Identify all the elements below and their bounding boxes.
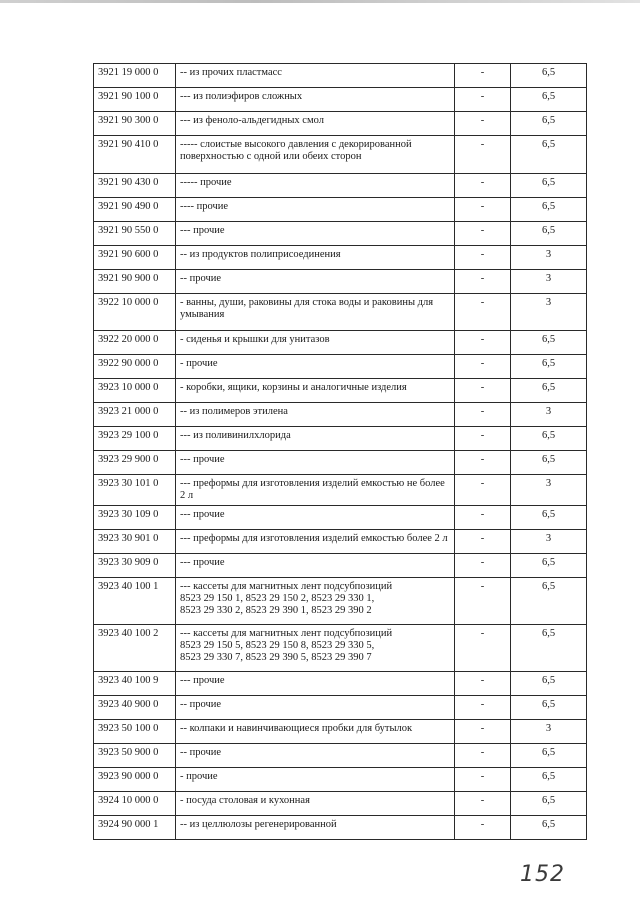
duty-rate: 3 bbox=[511, 246, 587, 270]
duty-rate: 6,5 bbox=[511, 355, 587, 379]
column-3-value: - bbox=[455, 222, 511, 246]
tariff-code: 3921 90 900 0 bbox=[94, 270, 176, 294]
tariff-code: 3922 20 000 0 bbox=[94, 331, 176, 355]
column-3-value: - bbox=[455, 451, 511, 475]
table-row bbox=[94, 174, 587, 198]
tariff-code: 3921 90 550 0 bbox=[94, 222, 176, 246]
tariff-code: 3923 30 109 0 bbox=[94, 506, 176, 530]
column-3-value: - bbox=[455, 379, 511, 403]
column-3-value: - bbox=[455, 506, 511, 530]
tariff-code: 3923 29 100 0 bbox=[94, 427, 176, 451]
goods-description: -- колпаки и навинчивающиеся пробки для бутылок bbox=[176, 720, 455, 744]
tariff-code: 3923 30 901 0 bbox=[94, 530, 176, 554]
column-3-value: - bbox=[455, 403, 511, 427]
goods-description: -- прочие bbox=[176, 744, 455, 768]
column-3-value: - bbox=[455, 792, 511, 816]
goods-description: -- из прочих пластмасс bbox=[176, 64, 455, 88]
duty-rate: 6,5 bbox=[511, 506, 587, 530]
column-3-value: - bbox=[455, 696, 511, 720]
column-3-value: - bbox=[455, 475, 511, 506]
goods-description: - коробки, ящики, корзины и аналогичные изделия bbox=[176, 379, 455, 403]
tariff-code: 3922 10 000 0 bbox=[94, 294, 176, 331]
column-3-value: - bbox=[455, 88, 511, 112]
tariff-code: 3923 40 100 9 bbox=[94, 672, 176, 696]
duty-rate: 3 bbox=[511, 270, 587, 294]
table-row bbox=[94, 720, 587, 744]
column-3-value: - bbox=[455, 355, 511, 379]
duty-rate: 6,5 bbox=[511, 672, 587, 696]
duty-rate: 6,5 bbox=[511, 136, 587, 174]
goods-description: --- преформы для изготовления изделий емкостью более 2 л bbox=[176, 530, 455, 554]
duty-rate: 6,5 bbox=[511, 578, 587, 625]
goods-description: --- преформы для изготовления изделий емкостью не более 2 л bbox=[176, 475, 455, 506]
duty-rate: 6,5 bbox=[511, 816, 587, 840]
table-row bbox=[94, 112, 587, 136]
table-row bbox=[94, 427, 587, 451]
column-3-value: - bbox=[455, 136, 511, 174]
goods-description: --- прочие bbox=[176, 554, 455, 578]
column-3-value: - bbox=[455, 294, 511, 331]
table-row bbox=[94, 816, 587, 840]
table-row bbox=[94, 331, 587, 355]
column-3-value: - bbox=[455, 530, 511, 554]
tariff-code: 3923 29 900 0 bbox=[94, 451, 176, 475]
column-3-value: - bbox=[455, 625, 511, 672]
goods-description: --- прочие bbox=[176, 672, 455, 696]
column-3-value: - bbox=[455, 198, 511, 222]
column-3-value: - bbox=[455, 427, 511, 451]
goods-description: - посуда столовая и кухонная bbox=[176, 792, 455, 816]
goods-description: --- из поливинилхлорида bbox=[176, 427, 455, 451]
duty-rate: 3 bbox=[511, 294, 587, 331]
goods-description: -- из целлюлозы регенерированной bbox=[176, 816, 455, 840]
goods-description: - прочие bbox=[176, 355, 455, 379]
duty-rate: 6,5 bbox=[511, 379, 587, 403]
tariff-code: 3921 90 430 0 bbox=[94, 174, 176, 198]
goods-description: --- из полиэфиров сложных bbox=[176, 88, 455, 112]
goods-description: -- из продуктов полиприсоединения bbox=[176, 246, 455, 270]
table-row bbox=[94, 88, 587, 112]
duty-rate: 6,5 bbox=[511, 174, 587, 198]
duty-rate: 3 bbox=[511, 720, 587, 744]
goods-description: --- кассеты для магнитных лент подсубпозиций 8523 29 150 5, 8523 29 150 8, 8523 29 330 5, 8523 29 330 7, 8523 29 390 5, 8523 29 390 7 bbox=[176, 625, 455, 672]
duty-rate: 6,5 bbox=[511, 331, 587, 355]
table-row bbox=[94, 379, 587, 403]
table-row bbox=[94, 246, 587, 270]
goods-description: --- из феноло-альдегидных смол bbox=[176, 112, 455, 136]
scan-edge bbox=[0, 0, 640, 3]
column-3-value: - bbox=[455, 246, 511, 270]
tariff-code: 3924 10 000 0 bbox=[94, 792, 176, 816]
tariff-code: 3923 50 100 0 bbox=[94, 720, 176, 744]
duty-rate: 6,5 bbox=[511, 792, 587, 816]
goods-description: ----- прочие bbox=[176, 174, 455, 198]
goods-description: ---- прочие bbox=[176, 198, 455, 222]
goods-description: --- прочие bbox=[176, 222, 455, 246]
goods-description: -- из полимеров этилена bbox=[176, 403, 455, 427]
table-row bbox=[94, 792, 587, 816]
duty-rate: 6,5 bbox=[511, 88, 587, 112]
tariff-code: 3923 10 000 0 bbox=[94, 379, 176, 403]
table-row bbox=[94, 672, 587, 696]
table-row bbox=[94, 64, 587, 88]
duty-rate: 3 bbox=[511, 475, 587, 506]
tariff-code: 3921 90 100 0 bbox=[94, 88, 176, 112]
column-3-value: - bbox=[455, 270, 511, 294]
duty-rate: 6,5 bbox=[511, 696, 587, 720]
tariff-table bbox=[93, 63, 587, 840]
column-3-value: - bbox=[455, 331, 511, 355]
table-row bbox=[94, 355, 587, 379]
table-row bbox=[94, 451, 587, 475]
column-3-value: - bbox=[455, 720, 511, 744]
duty-rate: 6,5 bbox=[511, 768, 587, 792]
duty-rate: 6,5 bbox=[511, 427, 587, 451]
goods-description: ----- слоистые высокого давления с декорированной поверхностью с одной или обеих сторон bbox=[176, 136, 455, 174]
table-row bbox=[94, 530, 587, 554]
goods-description: -- прочие bbox=[176, 696, 455, 720]
table-row bbox=[94, 578, 587, 625]
duty-rate: 6,5 bbox=[511, 64, 587, 88]
goods-description: - сиденья и крышки для унитазов bbox=[176, 331, 455, 355]
column-3-value: - bbox=[455, 672, 511, 696]
table-row bbox=[94, 136, 587, 174]
duty-rate: 6,5 bbox=[511, 198, 587, 222]
handwritten-page-number: 152 bbox=[520, 862, 565, 887]
table-row bbox=[94, 198, 587, 222]
table-row bbox=[94, 222, 587, 246]
duty-rate: 6,5 bbox=[511, 112, 587, 136]
duty-rate: 3 bbox=[511, 403, 587, 427]
goods-description: --- прочие bbox=[176, 506, 455, 530]
table-row bbox=[94, 475, 587, 506]
tariff-code: 3921 90 300 0 bbox=[94, 112, 176, 136]
tariff-code: 3923 90 000 0 bbox=[94, 768, 176, 792]
column-3-value: - bbox=[455, 112, 511, 136]
duty-rate: 6,5 bbox=[511, 744, 587, 768]
table-row bbox=[94, 744, 587, 768]
column-3-value: - bbox=[455, 554, 511, 578]
tariff-code: 3921 90 410 0 bbox=[94, 136, 176, 174]
tariff-code: 3923 30 909 0 bbox=[94, 554, 176, 578]
tariff-code: 3921 19 000 0 bbox=[94, 64, 176, 88]
tariff-code: 3923 40 100 1 bbox=[94, 578, 176, 625]
column-3-value: - bbox=[455, 768, 511, 792]
duty-rate: 6,5 bbox=[511, 625, 587, 672]
tariff-code: 3924 90 000 1 bbox=[94, 816, 176, 840]
duty-rate: 3 bbox=[511, 530, 587, 554]
tariff-code: 3923 21 000 0 bbox=[94, 403, 176, 427]
column-3-value: - bbox=[455, 174, 511, 198]
table-row bbox=[94, 403, 587, 427]
goods-description: --- кассеты для магнитных лент подсубпозиций 8523 29 150 1, 8523 29 150 2, 8523 29 330 1, 8523 29 330 2, 8523 29 390 1, 8523 29 390 2 bbox=[176, 578, 455, 625]
duty-rate: 6,5 bbox=[511, 222, 587, 246]
tariff-table-body bbox=[94, 64, 587, 840]
goods-description: -- прочие bbox=[176, 270, 455, 294]
column-3-value: - bbox=[455, 578, 511, 625]
table-row bbox=[94, 270, 587, 294]
duty-rate: 6,5 bbox=[511, 451, 587, 475]
tariff-code: 3923 40 900 0 bbox=[94, 696, 176, 720]
goods-description: --- прочие bbox=[176, 451, 455, 475]
column-3-value: - bbox=[455, 816, 511, 840]
column-3-value: - bbox=[455, 744, 511, 768]
table-row bbox=[94, 768, 587, 792]
duty-rate: 6,5 bbox=[511, 554, 587, 578]
table-row bbox=[94, 294, 587, 331]
table-row bbox=[94, 506, 587, 530]
tariff-code: 3923 50 900 0 bbox=[94, 744, 176, 768]
goods-description: - ванны, души, раковины для стока воды и раковины для умывания bbox=[176, 294, 455, 331]
tariff-code: 3921 90 490 0 bbox=[94, 198, 176, 222]
tariff-code: 3923 30 101 0 bbox=[94, 475, 176, 506]
goods-description: - прочие bbox=[176, 768, 455, 792]
tariff-code: 3921 90 600 0 bbox=[94, 246, 176, 270]
column-3-value: - bbox=[455, 64, 511, 88]
table-row bbox=[94, 625, 587, 672]
table-row bbox=[94, 554, 587, 578]
tariff-code: 3923 40 100 2 bbox=[94, 625, 176, 672]
tariff-code: 3922 90 000 0 bbox=[94, 355, 176, 379]
table-row bbox=[94, 696, 587, 720]
